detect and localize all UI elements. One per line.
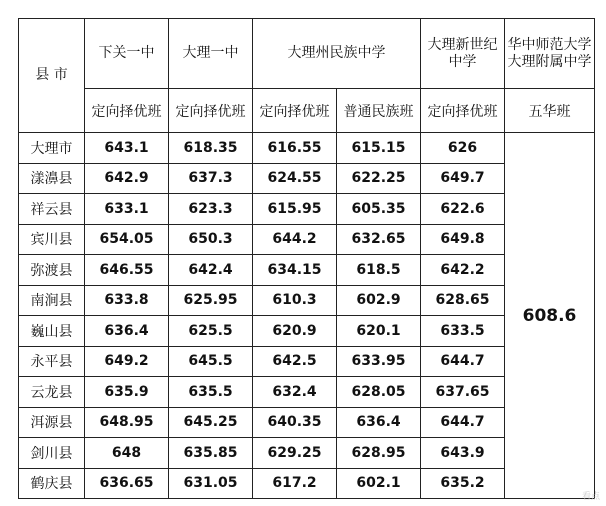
score-cell: 644.2 (253, 224, 337, 255)
county-name: 鹤庆县 (19, 468, 85, 499)
score-cell: 643.9 (421, 438, 505, 469)
score-table (18, 18, 595, 499)
county-name: 洱源县 (19, 407, 85, 438)
score-cell: 648 (85, 438, 169, 469)
score-cell: 628.65 (421, 285, 505, 316)
score-cell: 644.7 (421, 346, 505, 377)
score-cell: 625.95 (169, 285, 253, 316)
score-cell: 646.55 (85, 255, 169, 286)
score-cell: 605.35 (337, 194, 421, 225)
score-cell: 634.15 (253, 255, 337, 286)
county-name: 大理市 (19, 133, 85, 164)
table-row (19, 133, 595, 164)
score-cell: 645.25 (169, 407, 253, 438)
class-header: 定向择优班 (85, 89, 169, 133)
score-cell: 645.5 (169, 346, 253, 377)
watermark: 看点 (581, 492, 600, 502)
class-header: 定向择优班 (253, 89, 337, 133)
score-cell: 649.7 (421, 163, 505, 194)
county-name: 宾川县 (19, 224, 85, 255)
score-cell: 632.4 (253, 377, 337, 408)
score-cell: 628.95 (337, 438, 421, 469)
county-name: 弥渡县 (19, 255, 85, 286)
score-cell: 620.1 (337, 316, 421, 347)
score-cell: 620.9 (253, 316, 337, 347)
score-cell: 649.2 (85, 346, 169, 377)
score-cell: 633.5 (421, 316, 505, 347)
score-cell: 633.95 (337, 346, 421, 377)
score-cell: 637.3 (169, 163, 253, 194)
score-cell: 650.3 (169, 224, 253, 255)
score-cell: 648.95 (85, 407, 169, 438)
score-cell: 635.9 (85, 377, 169, 408)
school-header-xiaguan-no1: 下关一中 (85, 19, 169, 89)
score-cell: 654.05 (85, 224, 169, 255)
county-column-header: 县 市 (19, 19, 85, 133)
school-header-dali-no1: 大理一中 (169, 19, 253, 89)
score-cell: 642.2 (421, 255, 505, 286)
score-cell: 633.1 (85, 194, 169, 225)
header-row-schools (19, 19, 595, 89)
score-cell: 637.65 (421, 377, 505, 408)
score-cell: 618.5 (337, 255, 421, 286)
score-cell: 625.5 (169, 316, 253, 347)
score-cell: 640.35 (253, 407, 337, 438)
score-cell: 602.1 (337, 468, 421, 499)
county-name: 剑川县 (19, 438, 85, 469)
school-header-huazhong-affiliated: 华中师范大学大理附属中学 (505, 19, 595, 89)
score-cell: 617.2 (253, 468, 337, 499)
county-name: 云龙县 (19, 377, 85, 408)
score-cell: 635.5 (169, 377, 253, 408)
score-rows (19, 133, 595, 499)
score-cell: 643.1 (85, 133, 169, 164)
score-cell: 636.65 (85, 468, 169, 499)
score-cell: 642.4 (169, 255, 253, 286)
class-header: 定向择优班 (169, 89, 253, 133)
class-header: 普通民族班 (337, 89, 421, 133)
school-header-dali-ethnic: 大理州民族中学 (253, 19, 421, 89)
school-header-dali-xinshiji: 大理新世纪中学 (421, 19, 505, 89)
score-cell: 628.05 (337, 377, 421, 408)
county-name: 南涧县 (19, 285, 85, 316)
county-name: 永平县 (19, 346, 85, 377)
score-cell: 642.9 (85, 163, 169, 194)
score-cell: 636.4 (337, 407, 421, 438)
county-name: 巍山县 (19, 316, 85, 347)
score-cell: 623.3 (169, 194, 253, 225)
score-cell: 618.35 (169, 133, 253, 164)
class-header: 定向择优班 (421, 89, 505, 133)
county-name: 祥云县 (19, 194, 85, 225)
score-cell: 635.2 (421, 468, 505, 499)
score-cell: 632.65 (337, 224, 421, 255)
score-cell: 642.5 (253, 346, 337, 377)
score-cell: 629.25 (253, 438, 337, 469)
score-cell: 649.8 (421, 224, 505, 255)
score-cell: 626 (421, 133, 505, 164)
score-cell: 631.05 (169, 468, 253, 499)
score-cell: 633.8 (85, 285, 169, 316)
header-row-classes (19, 89, 595, 133)
score-cell: 610.3 (253, 285, 337, 316)
wuhua-class-score: 608.6 (505, 133, 595, 499)
score-cell: 624.55 (253, 163, 337, 194)
score-cell: 636.4 (85, 316, 169, 347)
score-cell: 616.55 (253, 133, 337, 164)
score-cell: 615.15 (337, 133, 421, 164)
county-name: 漾濞县 (19, 163, 85, 194)
score-cell: 622.25 (337, 163, 421, 194)
score-cell: 615.95 (253, 194, 337, 225)
class-header: 五华班 (505, 89, 595, 133)
score-cell: 635.85 (169, 438, 253, 469)
score-cell: 622.6 (421, 194, 505, 225)
score-cell: 644.7 (421, 407, 505, 438)
score-cell: 602.9 (337, 285, 421, 316)
